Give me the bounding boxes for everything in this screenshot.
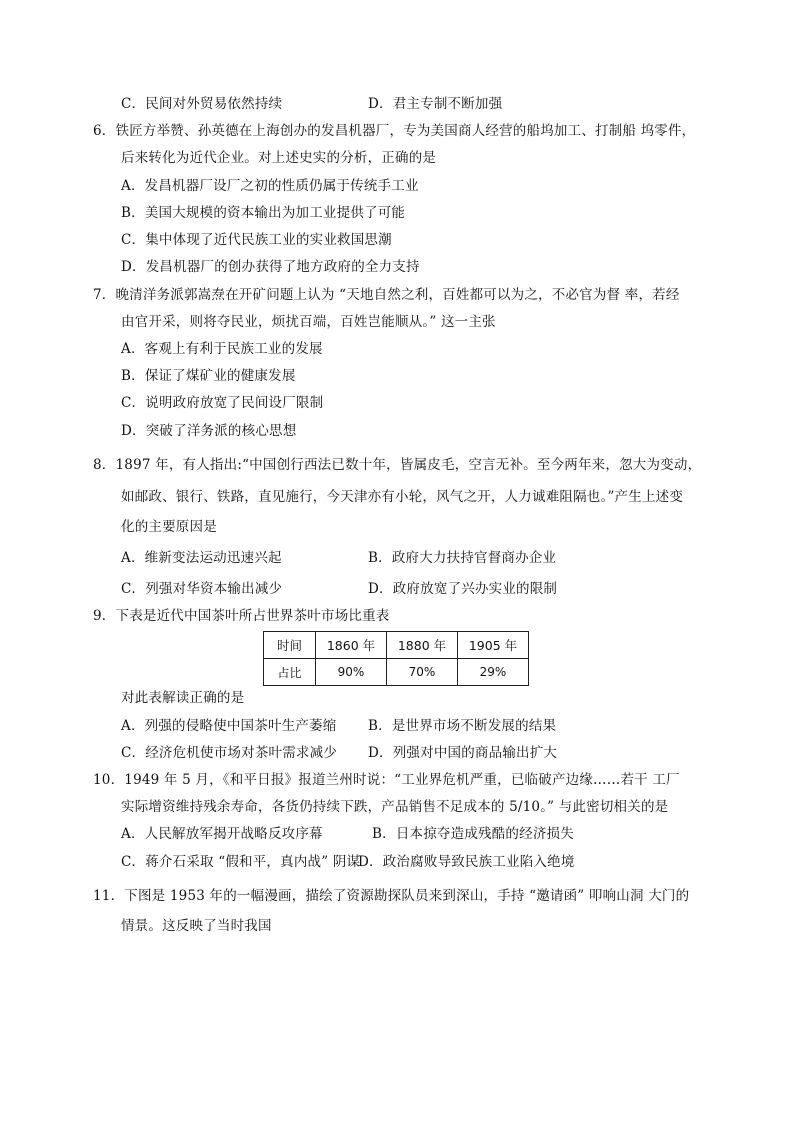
q11-stem-line-2: 情景。这反映了当时我国 — [121, 918, 272, 934]
q10-option-b: B．日本掠夺造成残酷的经济损失 — [372, 826, 574, 842]
q5-option-c: C．民间对外贸易依然持续 — [121, 96, 283, 112]
table-cell: 90% — [316, 659, 387, 686]
q8-option-b: B．政府大力扶持官督商办企业 — [368, 550, 557, 566]
q5-option-d: D．君主专制不断加强 — [368, 96, 503, 112]
q8-option-c: C．列强对华资本输出减少 — [121, 581, 283, 597]
q8-stem-line-2: 如邮政、银行、铁路，直见施行，今天津亦有小轮，风气之开，人力诚难阻隔也。”产生上述变 — [121, 489, 684, 505]
q9-stem-line-1: 9．下表是近代中国茶叶所占世界茶叶市场比重表 — [93, 608, 390, 624]
q6-option-b: B．美国大规模的资本输出为加工业提供了可能 — [121, 205, 406, 221]
q7-option-a: A．客观上有利于民族工业的发展 — [121, 341, 323, 357]
q7-option-b: B．保证了煤矿业的健康发展 — [121, 368, 296, 384]
q10-stem-line-2: 实际增资维持残余寿命，各货仍持续下跌，产品销售不足成本的 5/10。” 与此密切相关的是 — [121, 799, 669, 815]
q8-stem-line-3: 化的主要原因是 — [121, 519, 217, 535]
table-header-cell: 时间 — [264, 632, 316, 659]
q9-option-b: B．是世界市场不断发展的结果 — [368, 718, 557, 734]
q7-option-c: C．说明政府放宽了民间设厂限制 — [121, 395, 324, 411]
q7-stem-line-1: 7．晚清洋务派郭嵩焘在开矿问题上认为 “天地自然之利，百姓都可以为之，不必官为督 率，若经 — [93, 287, 680, 303]
q10-option-c: C．蒋介石采取 “假和平，真内战” 阴谋 — [121, 854, 361, 870]
q6-option-d: D．发昌机器厂的创办获得了地方政府的全力支持 — [121, 259, 420, 275]
table-header-cell: 1880 年 — [387, 632, 458, 659]
q7-stem-line-2: 由官开采，则将夺民业，烦扰百端，百姓岂能顺从。” 这一主张 — [121, 314, 496, 330]
table-header-cell: 1860 年 — [316, 632, 387, 659]
q6-stem-line-2: 后来转化为近代企业。对上述史实的分析，正确的是 — [121, 150, 437, 166]
q8-stem-line-1: 8．1897 年，有人指出:“中国创行西法已数十年，皆属皮毛，空言无补。至今两年来，忽大为变动， — [93, 457, 702, 473]
tea-market-share-table — [263, 631, 529, 686]
table-row — [264, 659, 529, 686]
q9-option-c: C．经济危机使市场对茶叶需求减少 — [121, 745, 338, 761]
q9-option-d: D．列强对中国的商品输出扩大 — [368, 745, 558, 761]
q6-option-a: A．发昌机器厂设厂之初的性质仍属于传统手工业 — [121, 178, 419, 194]
q6-stem-line-1: 6．铁匠方举赞、孙英德在上海创办的发昌机器厂，专为美国商人经营的船坞加工、打制船 坞零件， — [93, 123, 696, 139]
q11-stem-line-1: 11．下图是 1953 年的一幅漫画，描绘了资源勘探队员来到深山，手持 “邀请函” 叩响山洞 大门的 — [93, 888, 690, 904]
q8-option-d: D．政府放宽了兴办实业的限制 — [368, 581, 558, 597]
q10-option-a: A．人民解放军揭开战略反攻序幕 — [121, 826, 323, 842]
q9-option-a: A．列强的侵略使中国茶叶生产萎缩 — [121, 718, 337, 734]
table-cell: 占比 — [264, 659, 316, 686]
q6-option-c: C．集中体现了近代民族工业的实业救国思潮 — [121, 232, 392, 248]
table-header-cell: 1905 年 — [458, 632, 529, 659]
table-cell: 70% — [387, 659, 458, 686]
q10-option-d: D．政治腐败导致民族工业陷入绝境 — [358, 854, 575, 870]
q7-option-d: D．突破了洋务派的核心思想 — [121, 423, 297, 439]
q8-option-a: A．维新变法运动迅速兴起 — [121, 550, 282, 566]
table-header-row — [264, 632, 529, 659]
q9-stem-line-2: 对此表解读正确的是 — [121, 690, 245, 706]
table-cell: 29% — [458, 659, 529, 686]
q10-stem-line-1: 10．1949 年 5 月，《和平日报》报道兰州时说：“工业界危机严重，已临破产边缘……若干 工厂 — [93, 772, 680, 788]
